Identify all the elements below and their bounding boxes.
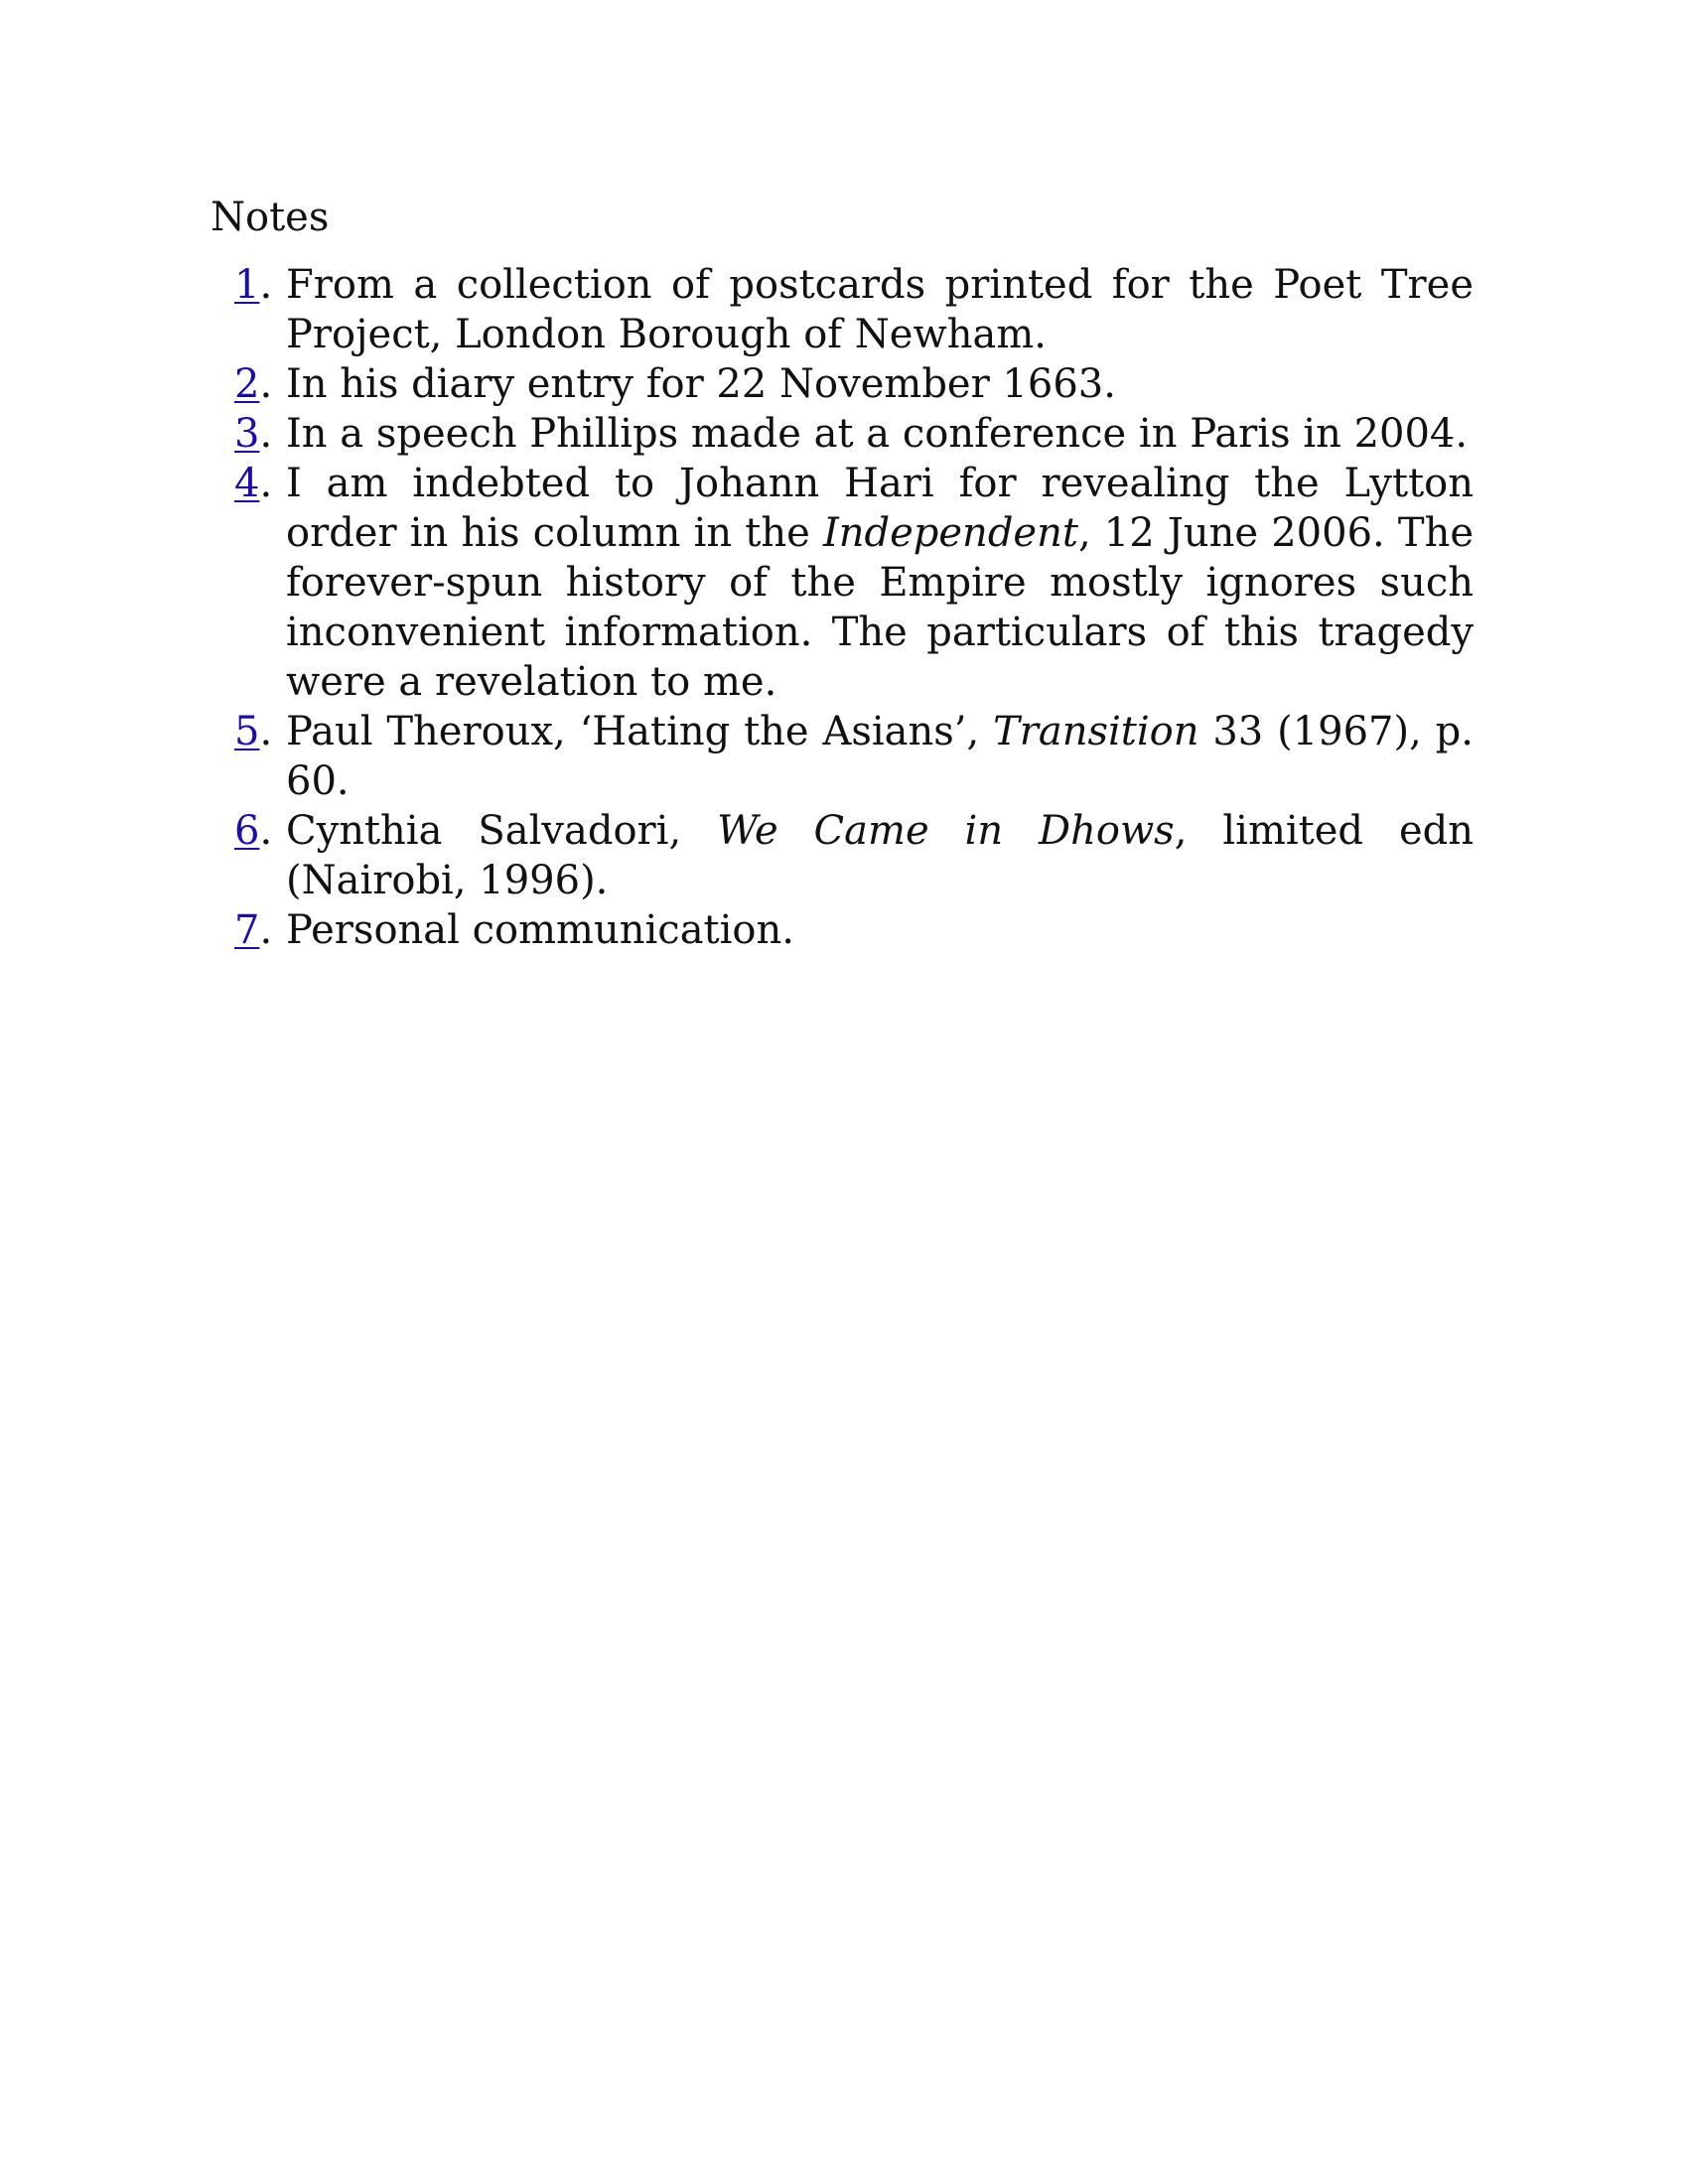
note-number-dot: . (259, 907, 273, 953)
note-number (234, 707, 272, 756)
note-number (234, 359, 272, 409)
note-number-dot: . (259, 361, 273, 407)
note-number (234, 905, 272, 955)
note-number-dot: . (259, 411, 273, 457)
note-link-7[interactable]: 7 (234, 907, 260, 953)
notes-list (211, 260, 1474, 955)
note-link-6[interactable]: 6 (234, 808, 260, 854)
note-italic-title: Transition (993, 709, 1199, 754)
note-item-6 (211, 806, 1474, 905)
note-link-5[interactable]: 5 (234, 709, 260, 754)
note-item-2 (211, 359, 1474, 409)
note-text: Paul Theroux, ‘Hating the Asians’, (286, 709, 994, 754)
notes-page (211, 193, 1474, 955)
note-item-5 (211, 707, 1474, 806)
page-title: Notes (211, 195, 330, 240)
note-number (234, 459, 272, 508)
note-italic-title: We Came in Dhows (717, 808, 1175, 854)
note-text: In his diary entry for 22 November 1663. (286, 361, 1116, 407)
note-number-dot: . (259, 461, 273, 506)
note-italic-title: Independent (822, 510, 1078, 556)
note-item-1 (211, 260, 1474, 359)
note-number (234, 409, 272, 459)
note-text: From a collection of postcards printed for the Poet Tree Project, London Borough of Newham. (286, 262, 1474, 357)
note-number-dot: . (259, 709, 273, 754)
note-item-7 (211, 905, 1474, 955)
note-number-dot: . (259, 262, 273, 308)
note-link-2[interactable]: 2 (234, 361, 260, 407)
note-item-4 (211, 459, 1474, 707)
note-text: I am indebted to Johann Hari for revealing the Lytton order in his column in the (286, 461, 1474, 556)
note-text: 33 (1967), p. 60. (286, 709, 1474, 804)
note-link-4[interactable]: 4 (234, 461, 260, 506)
note-number (234, 806, 272, 856)
note-link-1[interactable]: 1 (234, 262, 260, 308)
note-link-3[interactable]: 3 (234, 411, 260, 457)
note-number (234, 260, 272, 310)
note-text: , limited edn (Nairobi, 1996). (286, 808, 1474, 903)
note-text: , 12 June 2006. The forever-spun history of the Empire mostly ignores such inconvenient information. The particulars of this tragedy were a revelation to me. (286, 510, 1475, 705)
note-text: In a speech Phillips made at a conference in Paris in 2004. (286, 411, 1469, 457)
note-text: Personal communication. (286, 907, 794, 953)
note-number-dot: . (259, 808, 273, 854)
note-text: Cynthia Salvadori, (286, 808, 718, 854)
note-item-3 (211, 409, 1474, 459)
